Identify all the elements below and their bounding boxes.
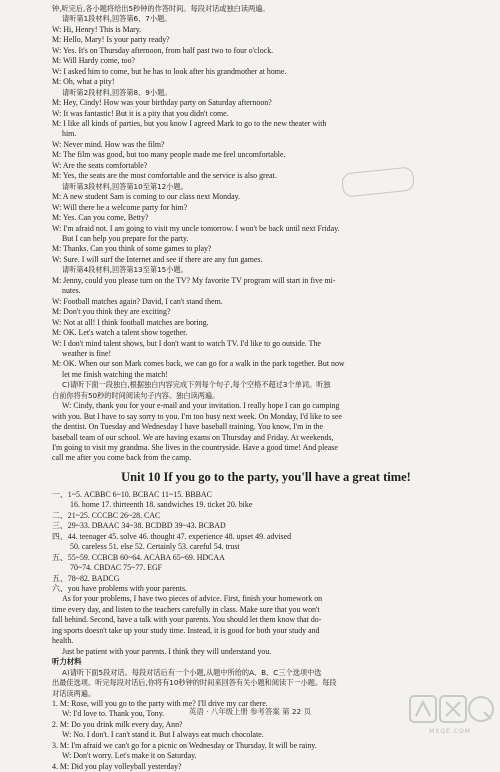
text-line: fall behind. Second, have a talk with your parents. You should let them know that do-: [52, 615, 322, 625]
text-line: 一、1~5. ACBBC 6~10. BCBAC 11~15. BBBAC: [52, 489, 212, 499]
text-line: M: Oh, what a pity!: [52, 77, 115, 87]
text-line: 请听第4段材料,回答第13至第15小题。: [62, 265, 188, 275]
text-line: M: Yes, the seats are the most comfortable and the service is also great.: [52, 171, 277, 181]
watermark-logo-icon: [404, 692, 496, 732]
watermark-text: MXQE.COM: [429, 728, 471, 735]
text-line: weather is fine!: [62, 348, 112, 358]
listening-transcript-top: [52, 4, 480, 464]
unit-title: Unit 10 If you go to the party, you'll have a great time!: [121, 469, 411, 484]
text-line: 二、21~25. CCCBC 26~28. CAC: [52, 510, 161, 520]
text-line: 六、you have problems with your parents.: [52, 584, 187, 594]
text-line: M: Yes. Can you come, Betty?: [52, 213, 149, 223]
text-line: M: Will Hardy come, too?: [52, 56, 136, 66]
text-line: W: Hi, Henry! This is Mary.: [52, 24, 142, 34]
text-line: 50. careless 51. else 52. Certainly 53. careful 54. trust: [70, 542, 240, 552]
text-line: M: A new student Sam is coming to our class next Monday.: [52, 192, 240, 202]
text-line: M: Hey, Cindy! How was your birthday party on Saturday afternoon?: [52, 98, 272, 108]
text-line: M: I like all kinds of parties, but you know I agreed Mark to go to the new theater with: [52, 118, 327, 128]
text-line: 钟,听完后,各小题将给出5秒钟的作答时间。每段对话或独白读两遍。: [52, 4, 270, 13]
text-line: W: I'd love to. Thank you, Tony.: [62, 709, 165, 719]
text-line: 三、29~33. DBAAC 34~38. BCDBD 39~43. BCBAD: [52, 521, 226, 531]
text-line: nutes.: [62, 286, 81, 296]
text-line: M: OK. When our son Mark comes back, we can go for a walk in the park together. But now: [52, 359, 345, 369]
text-line: 请听第1段材料,回答第6、7小题。: [62, 14, 172, 24]
text-line: W: Never mind. How was the film?: [52, 139, 165, 149]
text-line: W: It was fantastic! But it is a pity that you didn't come.: [52, 108, 229, 118]
text-line: 白前你将有50秒的时间阅读句子内容。独白读两遍。: [52, 390, 220, 400]
text-line: time every day, and listen to the teachers carefully in class. Make sure that you won't: [52, 604, 320, 614]
text-line: M: Hello, Mary! Is your party ready?: [52, 35, 170, 45]
text-line: W: Don't worry. Let's make it on Saturday.: [62, 751, 197, 761]
text-line: W: Not at all! I think football matches are boring.: [52, 317, 209, 327]
text-line: 五、55~59. CCBCB 60~64. ACABA 65~69. HDCAA: [52, 552, 225, 562]
text-line: W: Football matches again? David, I can't stand them.: [52, 296, 223, 306]
text-line: W: I'm afraid not. I am going to visit my uncle tomorrow. I won't be back until next Friday.: [52, 223, 340, 233]
text-line: W: I don't mind talent shows, but I don't want to watch TV. I'd like to go outside. The: [52, 338, 321, 348]
text-line: 出最佳选项。听完每段对话后,你将有10秒钟的时间来回答有关小题和阅读下一小题。每段: [52, 678, 337, 688]
text-line: 4. M: Did you play volleyball yesterday?: [52, 761, 182, 771]
text-line: 1. M: Rose, will you go to the party with me? I'll drive my car there.: [52, 699, 268, 708]
text-line: 四、44. teenager 45. solve 46. thought 47. experience 48. upset 49. advised: [52, 531, 292, 541]
text-line: A)请听下面5段对话。每段对话后有一个小题,从题中所给的A、B、C三个选项中选: [62, 667, 322, 677]
text-line: M: OK. Let's watch a talent show together.: [52, 328, 188, 338]
answer-list: [52, 490, 480, 657]
text-line: M: The film was good, but too many people made me feel uncomfortable.: [52, 150, 286, 160]
text-line: M: Thanks. Can you think of some games to play?: [52, 244, 212, 254]
text-line: 五、78~82. BADCG: [52, 573, 120, 583]
text-line: 2. M: Do you drink milk every day, Ann?: [52, 719, 183, 729]
text-line: I'm going to visit my grandma. She lives in the countryside. Have a good time! And please: [52, 443, 338, 453]
text-line: 对话读两遍。: [52, 688, 96, 698]
text-line: let me finish watching the match!: [62, 369, 168, 379]
text-line: him.: [62, 129, 77, 139]
text-line: M: Don't you think they are exciting?: [52, 307, 171, 317]
page-footer: 英语 · 八年级上册 参考答案 第 22 页: [189, 707, 311, 716]
text-line: the dentist. On Tuesday and Wednesday I have baseball training. You know, I'm in the: [52, 422, 324, 432]
text-line: call me after you come back from the camp.: [52, 453, 192, 463]
text-line: M: Jenny, could you please turn on the TV? My favorite TV program will start in five mi-: [52, 275, 336, 285]
text-line: baseball team of our school. We are having exams on Thursday and Friday. At weekends,: [52, 432, 334, 442]
text-line: 请听第3段材料,回答第10至第12小题。: [62, 181, 188, 191]
text-line: But I can help you prepare for the party.: [62, 233, 189, 243]
text-line: W: Are the seats comfortable?: [52, 160, 148, 170]
text-line: C)请听下面一段独白,根据独白内容完成下列每个句子,每个空格不超过3个单词。听独: [62, 380, 331, 390]
text-line: ing sports doesn't take up your study time. Instead, it is good for both your study and: [52, 625, 320, 635]
text-line: W: I asked him to come, but he has to look after his grandmother at home.: [52, 66, 287, 76]
text-line: W: No. I don't. I can't stand it. But I always eat much chocolate.: [62, 730, 264, 740]
text-line: W: Yes. It's on Thursday afternoon, from half past two to four o'clock.: [52, 45, 274, 55]
text-line: 3. M: I'm afraid we can't go for a picnic on Wednesday or Thursday. It will be rainy.: [52, 740, 317, 750]
text-line: 70~74. CBDAC 75~77. EGF: [70, 563, 163, 573]
text-line: health.: [52, 636, 74, 646]
text-line: As for your problems, I have two pieces of advice. First, finish your homework on: [62, 594, 323, 604]
text-line: W: Sure. I will surf the Internet and see if there are any fun games.: [52, 254, 263, 264]
text-line: Just be patient with your parents. I think they will understand you.: [62, 646, 272, 656]
section-heading: 听力材料: [52, 657, 82, 667]
text-line: with you. But I have to say sorry to you. I'm too busy next week. On Monday, I'd like to see: [52, 411, 342, 421]
text-line: W: Will there be a welcome party for him?: [52, 202, 188, 212]
text-line: 请听第2段材料,回答第8、9小题。: [62, 87, 172, 97]
text-line: W: Cindy, thank you for your e-mail and your invitation. I really hope I can go camping: [62, 401, 340, 411]
text-line: 16. home 17. thirteenth 18. sandwiches 19. ticket 20. bike: [70, 500, 253, 510]
